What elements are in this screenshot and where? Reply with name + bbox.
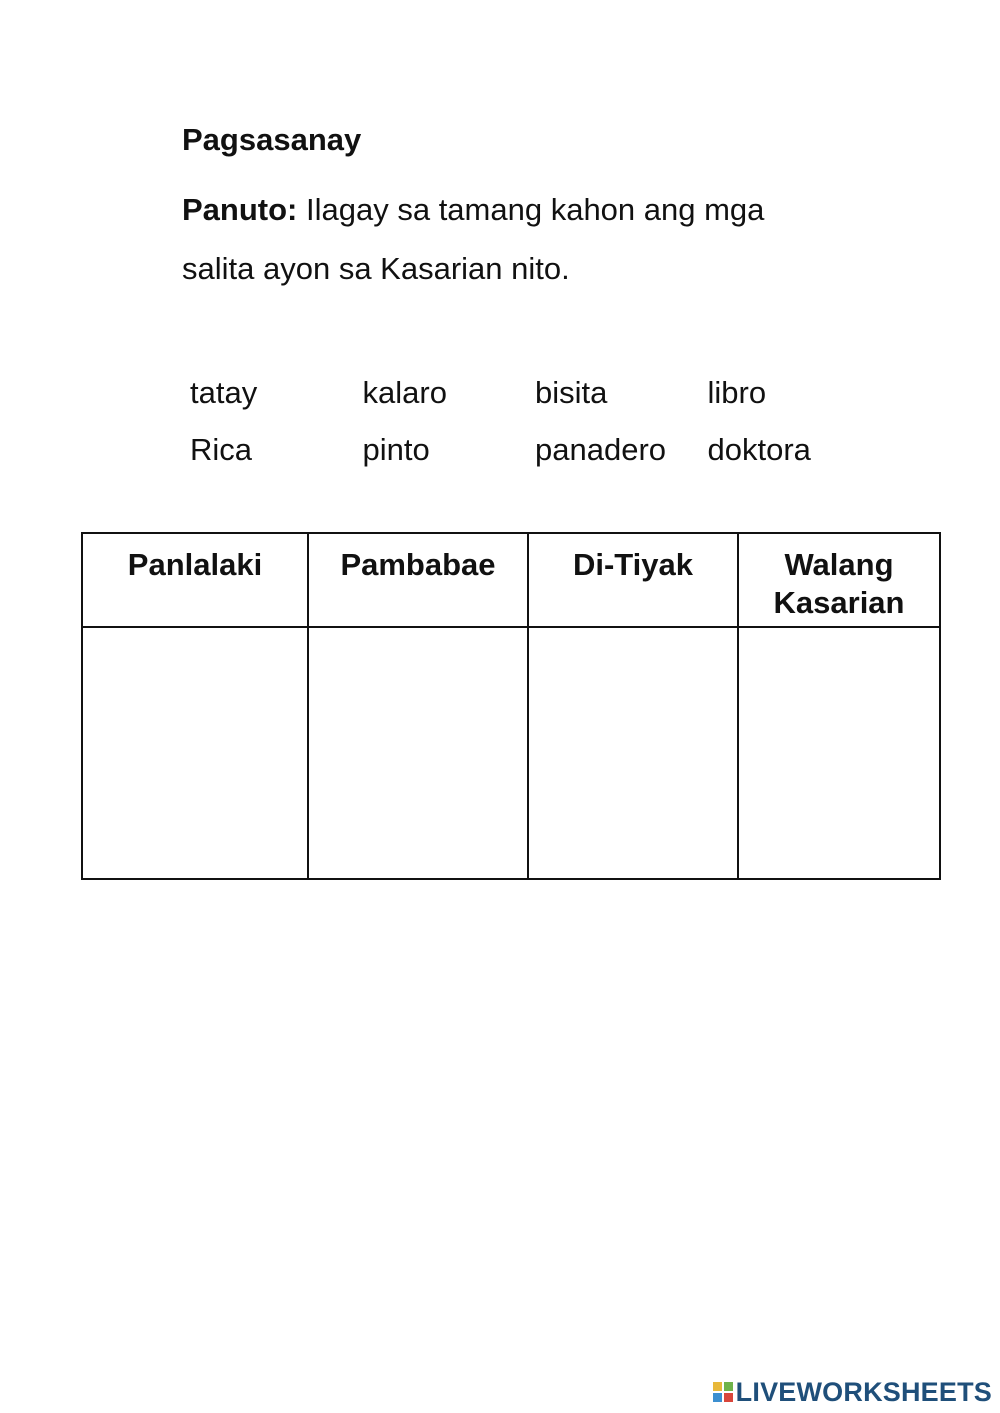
drop-zone-walang-kasarian[interactable] bbox=[738, 627, 940, 879]
liveworksheets-logo-icon bbox=[713, 1382, 733, 1402]
header-walang-kasarian-line-2: Kasarian bbox=[773, 585, 905, 620]
word-bank-row-2 bbox=[190, 421, 890, 478]
logo-tile-3 bbox=[713, 1393, 722, 1402]
word-bank-row-1 bbox=[190, 364, 890, 421]
header-di-tiyak: Di-Tiyak bbox=[528, 533, 738, 627]
word-item[interactable]: bisita bbox=[535, 374, 608, 410]
logo-tile-1 bbox=[713, 1382, 722, 1391]
table-header-row bbox=[82, 533, 940, 627]
word-item[interactable]: Rica bbox=[190, 431, 253, 467]
word-item[interactable]: pinto bbox=[362, 431, 430, 467]
table-answer-row bbox=[82, 627, 940, 879]
header-walang-kasarian bbox=[738, 533, 940, 627]
logo-text: LIVEWORKSHEETS bbox=[735, 1376, 992, 1407]
drop-zone-pambabae[interactable] bbox=[308, 627, 528, 879]
header-pambabae: Pambabae bbox=[308, 533, 528, 627]
word-item[interactable]: panadero bbox=[535, 431, 667, 467]
liveworksheets-logo bbox=[713, 1378, 992, 1406]
instruction-text bbox=[182, 180, 882, 298]
drop-zone-di-tiyak[interactable] bbox=[528, 627, 738, 879]
word-item[interactable]: libro bbox=[707, 374, 767, 410]
header-panlalaki: Panlalaki bbox=[82, 533, 308, 627]
sorting-table bbox=[81, 532, 941, 880]
page-title: Pagsasanay bbox=[182, 122, 362, 157]
header-walang-kasarian-line-1: Walang bbox=[784, 547, 894, 582]
word-item[interactable]: doktora bbox=[707, 431, 811, 467]
instruction-line-2: salita ayon sa Kasarian nito. bbox=[182, 251, 570, 286]
word-item[interactable]: tatay bbox=[190, 374, 258, 410]
logo-tile-2 bbox=[724, 1382, 733, 1391]
word-item[interactable]: kalaro bbox=[362, 374, 447, 410]
drop-zone-panlalaki[interactable] bbox=[82, 627, 308, 879]
instruction-label: Panuto: bbox=[182, 192, 298, 227]
word-bank bbox=[190, 364, 890, 478]
logo-tile-4 bbox=[724, 1393, 733, 1402]
instruction-line-1: Ilagay sa tamang kahon ang mga bbox=[306, 192, 765, 227]
